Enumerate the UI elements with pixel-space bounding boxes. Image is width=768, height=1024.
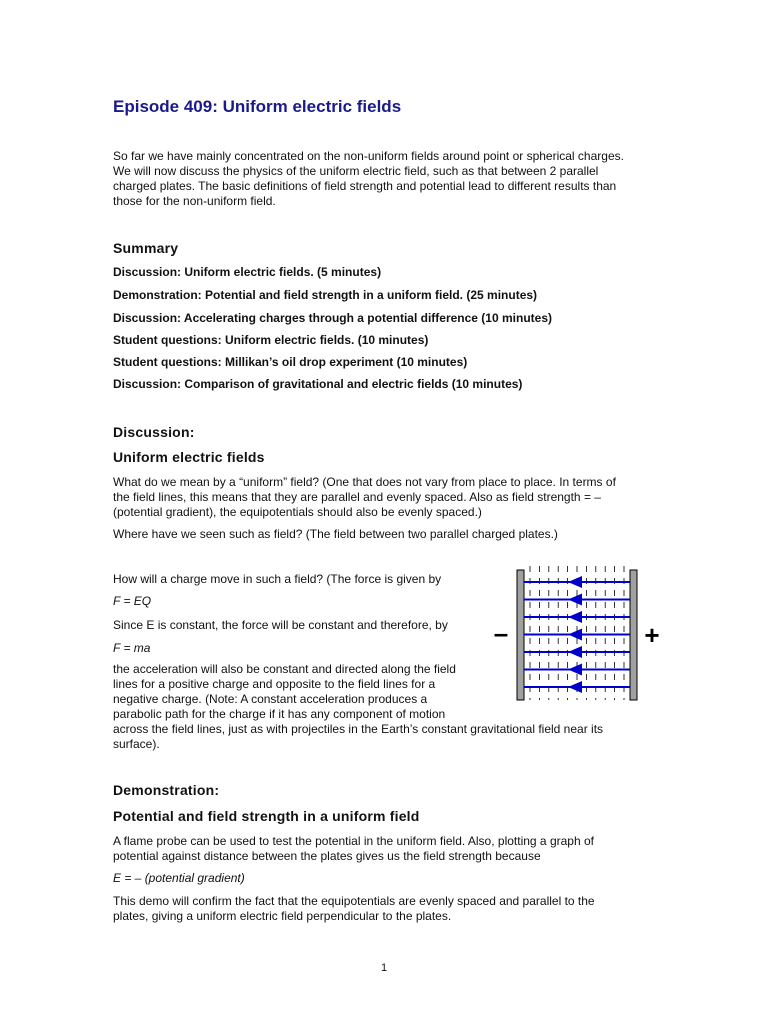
discussion-para2: Where have we seen such as field? (The field between two parallel charged plates.): [113, 527, 558, 541]
discussion-para5-line: the acceleration will also be constant and directed along the field: [113, 662, 456, 676]
discussion-para5-line: lines for a positive charge and opposite to the field lines for a: [113, 677, 436, 691]
summary-item: Student questions: Uniform electric fields. (10 minutes): [113, 333, 429, 347]
minus-label: –: [493, 618, 509, 648]
demonstration-para1-line: potential against distance between the plates gives us the field strength because: [113, 849, 541, 863]
intro-line-2: We will now discuss the physics of the uniform electric field, such as that between 2 parallel: [113, 164, 599, 178]
intro-line-3: charged plates. The basic definitions of field strength and potential lead to different results than: [113, 179, 617, 193]
demonstration-subheading: Potential and field strength in a uniform field: [113, 808, 420, 824]
summary-heading: Summary: [113, 240, 179, 256]
parallel-plates-diagram: [490, 560, 670, 710]
discussion-para4: Since E is constant, the force will be constant and therefore, by: [113, 618, 448, 632]
field-arrowhead: [568, 594, 582, 606]
equation-force: F = EQ: [113, 594, 152, 608]
demonstration-para2-line: This demo will confirm the fact that the equipotentials are evenly spaced and parallel to the: [113, 894, 595, 908]
page-number: 1: [380, 962, 388, 974]
field-arrowhead: [568, 611, 582, 623]
negative-plate: [517, 570, 524, 700]
discussion-para1-line: (potential gradient), the equipotentials should also be evenly spaced.): [113, 505, 482, 519]
summary-item: Discussion: Accelerating charges through a potential difference (10 minutes): [113, 311, 552, 325]
equation-newton: F = ma: [113, 641, 151, 655]
positive-plate: [630, 570, 637, 700]
intro-line-1: So far we have mainly concentrated on the non-uniform fields around point or spherical charges.: [113, 149, 624, 163]
discussion-para1-line: the field lines, this means that they are parallel and evenly spaced. Also as field strength = –: [113, 490, 601, 504]
demonstration-para1-line: A flame probe can be used to test the potential in the uniform field. Also, plotting a graph of: [113, 834, 594, 848]
demonstration-para2-line: plates, giving a uniform electric field perpendicular to the plates.: [113, 909, 452, 923]
discussion-para5-line: surface).: [113, 737, 160, 751]
summary-item: Demonstration: Potential and field strength in a uniform field. (25 minutes): [113, 288, 538, 302]
field-arrowhead: [568, 576, 582, 588]
page-title: Episode 409: Uniform electric fields: [113, 97, 402, 116]
plus-label: +: [644, 620, 660, 650]
summary-item: Discussion: Uniform electric fields. (5 minutes): [113, 265, 382, 279]
field-arrowhead: [568, 681, 582, 693]
discussion-para1-line: What do we mean by a “uniform” field? (One that does not vary from place to place. In terms of: [113, 475, 616, 489]
discussion-para3: How will a charge move in such a field? (The force is given by: [113, 572, 442, 586]
demonstration-heading: Demonstration:: [113, 782, 220, 798]
field-arrowhead: [568, 664, 582, 676]
discussion-para5-line: parabolic path for the charge if it has any component of motion: [113, 707, 446, 721]
summary-item: Student questions: Millikan’s oil drop experiment (10 minutes): [113, 355, 468, 369]
intro-line-4: those for the non-uniform field.: [113, 194, 276, 208]
field-arrowhead: [568, 629, 582, 641]
field-arrowhead: [568, 646, 582, 658]
discussion-heading: Discussion:: [113, 424, 195, 440]
discussion-subheading: Uniform electric fields: [113, 449, 265, 465]
equation-field-strength: E = – (potential gradient): [113, 871, 245, 885]
discussion-para5-line: negative charge. (Note: A constant acceleration produces a: [113, 692, 428, 706]
summary-item: Discussion: Comparison of gravitational and electric fields (10 minutes): [113, 377, 523, 391]
discussion-para5-line: across the field lines, just as with projectiles in the Earth’s constant gravitational field near its: [113, 722, 604, 736]
